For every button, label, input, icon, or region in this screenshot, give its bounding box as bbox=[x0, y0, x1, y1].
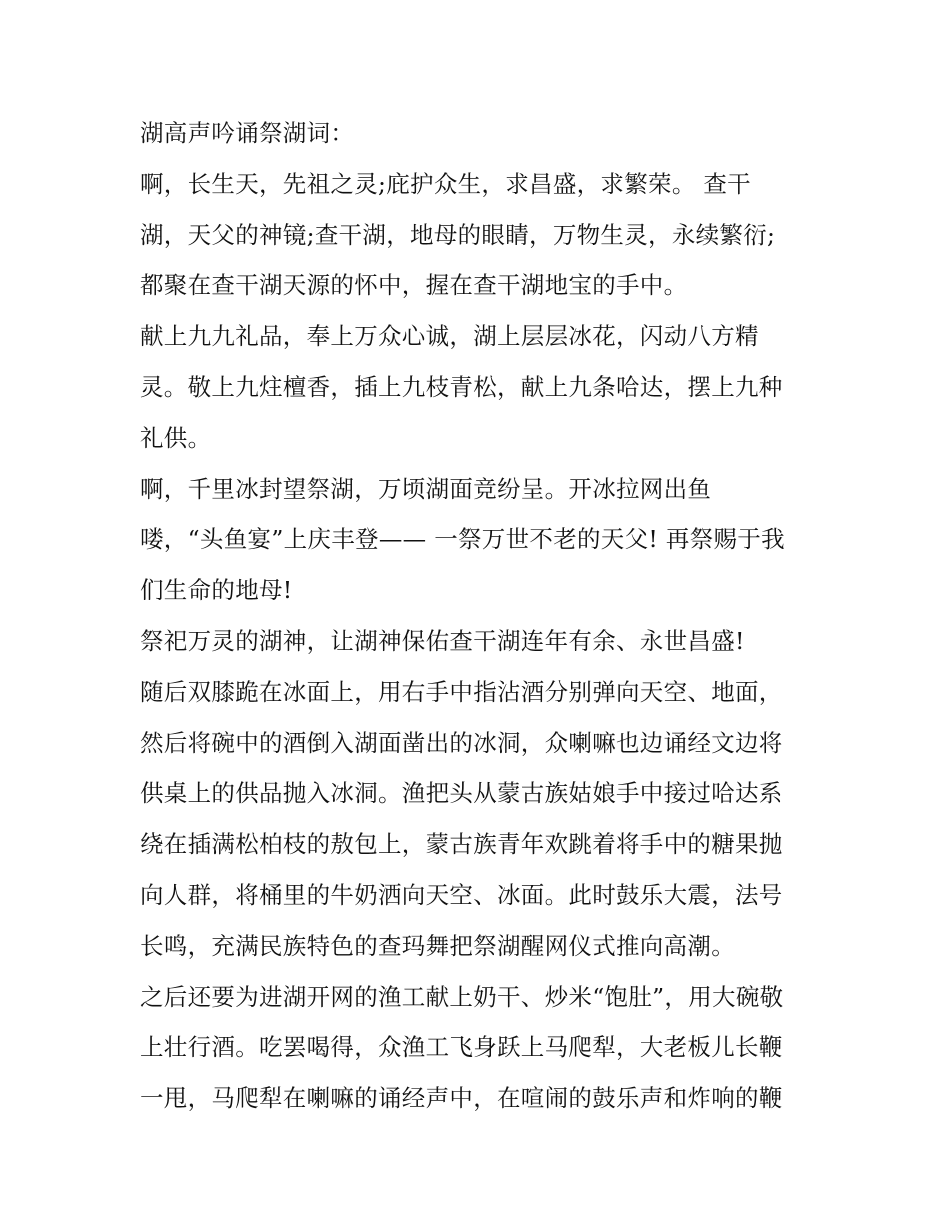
text-line: 灵。敬上九炷檀香，插上九枝青松，献上九条哈达，摆上九种 bbox=[140, 372, 783, 401]
text-line: 们生命的地母! bbox=[140, 576, 293, 605]
text-line: 湖高声吟诵祭湖词： bbox=[140, 119, 355, 147]
text-line: 然后将碗中的酒倒入湖面凿出的冰洞，众喇嘛也边诵经文边将 bbox=[140, 728, 783, 757]
text-line: 湖，天父的神镜;查干湖，地母的眼睛，万物生灵，永续繁衍; bbox=[140, 220, 776, 249]
text-line: 随后双膝跪在冰面上，用右手中指沾酒分别弹向天空、地面， bbox=[140, 677, 783, 706]
text-line: 绕在插满松柏枝的敖包上，蒙古族青年欢跳着将手中的糖果抛 bbox=[140, 830, 783, 859]
text-line: 祭祀万灵的湖神，让湖神保佑查干湖连年有余、永世昌盛! bbox=[140, 626, 745, 655]
text-line: 献上九九礼品，奉上万众心诚，湖上层层冰花，闪动八方精 bbox=[140, 322, 759, 351]
text-line: 一甩，马爬犁在喇嘛的诵经声中，在喧闹的鼓乐声和炸响的鞭 bbox=[140, 1084, 783, 1113]
text-line: 长鸣，充满民族特色的查玛舞把祭湖醒网仪式推向高潮。 bbox=[140, 931, 735, 960]
text-line: 之后还要为进湖开网的渔工献上奶干、炒米“饱肚”，用大碗敬 bbox=[140, 982, 784, 1011]
text-line: 都聚在查干湖天源的怀中，握在查干湖地宝的手中。 bbox=[140, 271, 688, 300]
text-line: 礼供。 bbox=[140, 423, 212, 452]
text-line: 上壮行酒。吃罢喝得，众渔工飞身跃上马爬犁，大老板儿长鞭 bbox=[140, 1033, 783, 1062]
text-line: 啊，千里冰封望祭湖，万顷湖面竞纷呈。开冰拉网出鱼 bbox=[140, 474, 712, 503]
text-line: 喽，“头鱼宴”上庆丰登—— 一祭万世不老的天父! 再祭赐于我 bbox=[140, 525, 785, 554]
body-text bbox=[140, 108, 820, 1124]
text-line: 供桌上的供品抛入冰洞。渔把头从蒙古族姑娘手中接过哈达系 bbox=[140, 779, 783, 808]
text-line: 啊，长生天，先祖之灵;庇护众生，求昌盛，求繁荣。 查干 bbox=[140, 169, 751, 198]
text-line: 向人群，将桶里的牛奶洒向天空、冰面。此时鼓乐大震，法号 bbox=[140, 880, 783, 909]
